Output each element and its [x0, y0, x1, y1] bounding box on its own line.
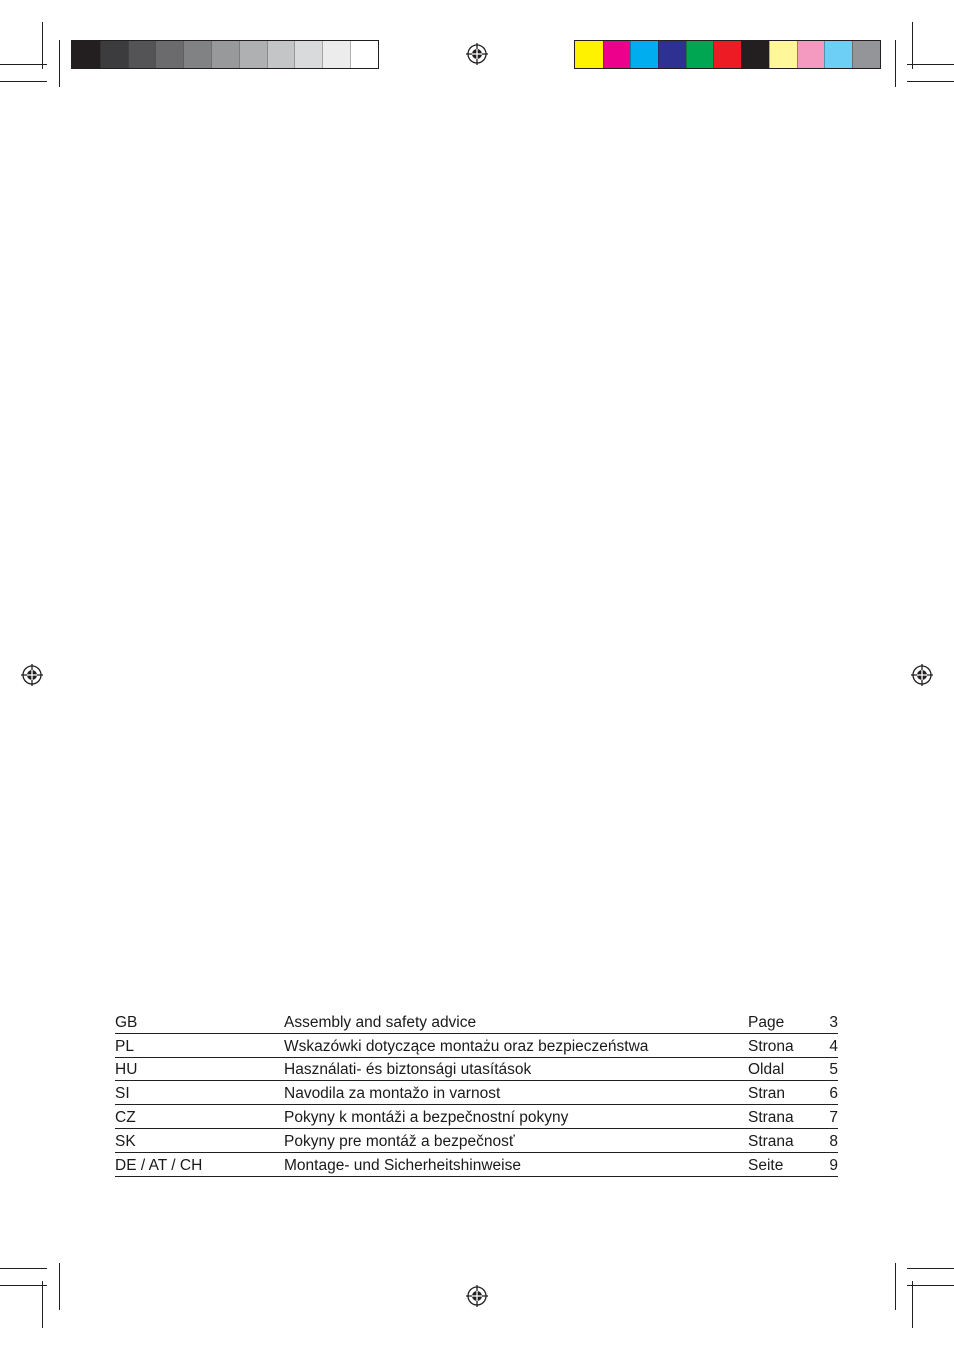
- registration-mark-icon: [466, 43, 488, 65]
- crop-mark: [59, 40, 60, 87]
- crop-mark: [895, 1263, 896, 1310]
- language-code: PL: [115, 1037, 134, 1055]
- section-title: Használati- és biztonsági utasítások: [284, 1061, 532, 1079]
- language-code: SI: [115, 1085, 130, 1103]
- page-number: 7: [829, 1108, 838, 1126]
- crop-mark: [0, 64, 47, 65]
- language-code: HU: [115, 1061, 138, 1079]
- toc-row[interactable]: [115, 1081, 838, 1105]
- crop-mark: [42, 1281, 43, 1328]
- crop-mark: [907, 1285, 954, 1286]
- process-color-swatch: [769, 41, 797, 68]
- section-title: Navodila za montažo in varnost: [284, 1085, 501, 1103]
- registration-mark-icon: [21, 664, 43, 686]
- crop-mark: [912, 22, 913, 69]
- crop-mark: [907, 64, 954, 65]
- grayscale-color-bar: [71, 40, 379, 69]
- process-color-swatch: [575, 41, 603, 68]
- registration-mark-icon: [911, 664, 933, 686]
- section-title: Pokyny pre montáž a bezpečnosť: [284, 1132, 515, 1150]
- grayscale-swatch: [350, 41, 378, 68]
- page-number: 5: [829, 1061, 838, 1079]
- crop-mark: [0, 1268, 47, 1269]
- page-label: Strona: [748, 1037, 794, 1055]
- process-color-bar: [574, 40, 881, 69]
- process-color-swatch: [741, 41, 769, 68]
- page-number: 6: [829, 1085, 838, 1103]
- process-color-swatch: [658, 41, 686, 68]
- page-label: Seite: [748, 1156, 784, 1174]
- page-label: Strana: [748, 1108, 794, 1126]
- process-color-swatch: [686, 41, 714, 68]
- page-number: 3: [829, 1013, 838, 1031]
- process-color-swatch: [713, 41, 741, 68]
- registration-mark-icon: [466, 1285, 488, 1307]
- crop-mark: [42, 22, 43, 69]
- grayscale-swatch: [239, 41, 267, 68]
- page-number: 9: [829, 1156, 838, 1174]
- language-code: CZ: [115, 1108, 136, 1126]
- page-label: Strana: [748, 1132, 794, 1150]
- language-code: GB: [115, 1013, 138, 1031]
- grayscale-swatch: [183, 41, 211, 68]
- page-label: Oldal: [748, 1061, 785, 1079]
- grayscale-swatch: [211, 41, 239, 68]
- process-color-swatch: [797, 41, 825, 68]
- crop-mark: [0, 1285, 47, 1286]
- toc-row[interactable]: [115, 1105, 838, 1129]
- grayscale-swatch: [155, 41, 183, 68]
- process-color-swatch: [630, 41, 658, 68]
- language-code: SK: [115, 1132, 136, 1150]
- crop-mark: [907, 1268, 954, 1269]
- process-color-swatch: [824, 41, 852, 68]
- crop-mark: [907, 81, 954, 82]
- language-index-table: [115, 1010, 838, 1177]
- page-number: 4: [829, 1037, 838, 1055]
- crop-mark: [895, 40, 896, 87]
- language-code: DE / AT / CH: [115, 1156, 203, 1174]
- toc-row[interactable]: [115, 1034, 838, 1058]
- toc-row[interactable]: [115, 1153, 838, 1177]
- toc-row[interactable]: [115, 1129, 838, 1153]
- page-number: 8: [829, 1132, 838, 1150]
- crop-mark: [0, 81, 47, 82]
- grayscale-swatch: [72, 41, 100, 68]
- grayscale-swatch: [100, 41, 128, 68]
- grayscale-swatch: [128, 41, 156, 68]
- section-title: Wskazówki dotyczące montażu oraz bezpieczeństwa: [284, 1037, 649, 1055]
- section-title: Pokyny k montáži a bezpečnostní pokyny: [284, 1108, 569, 1126]
- grayscale-swatch: [294, 41, 322, 68]
- section-title: Assembly and safety advice: [284, 1013, 477, 1031]
- process-color-swatch: [852, 41, 880, 68]
- page-label: Page: [748, 1013, 785, 1031]
- crop-mark: [912, 1281, 913, 1328]
- crop-mark: [59, 1263, 60, 1310]
- section-title: Montage- und Sicherheitshinweise: [284, 1156, 521, 1174]
- process-color-swatch: [603, 41, 631, 68]
- grayscale-swatch: [322, 41, 350, 68]
- toc-row[interactable]: [115, 1010, 838, 1034]
- grayscale-swatch: [267, 41, 295, 68]
- toc-row[interactable]: [115, 1058, 838, 1082]
- page-label: Stran: [748, 1085, 786, 1103]
